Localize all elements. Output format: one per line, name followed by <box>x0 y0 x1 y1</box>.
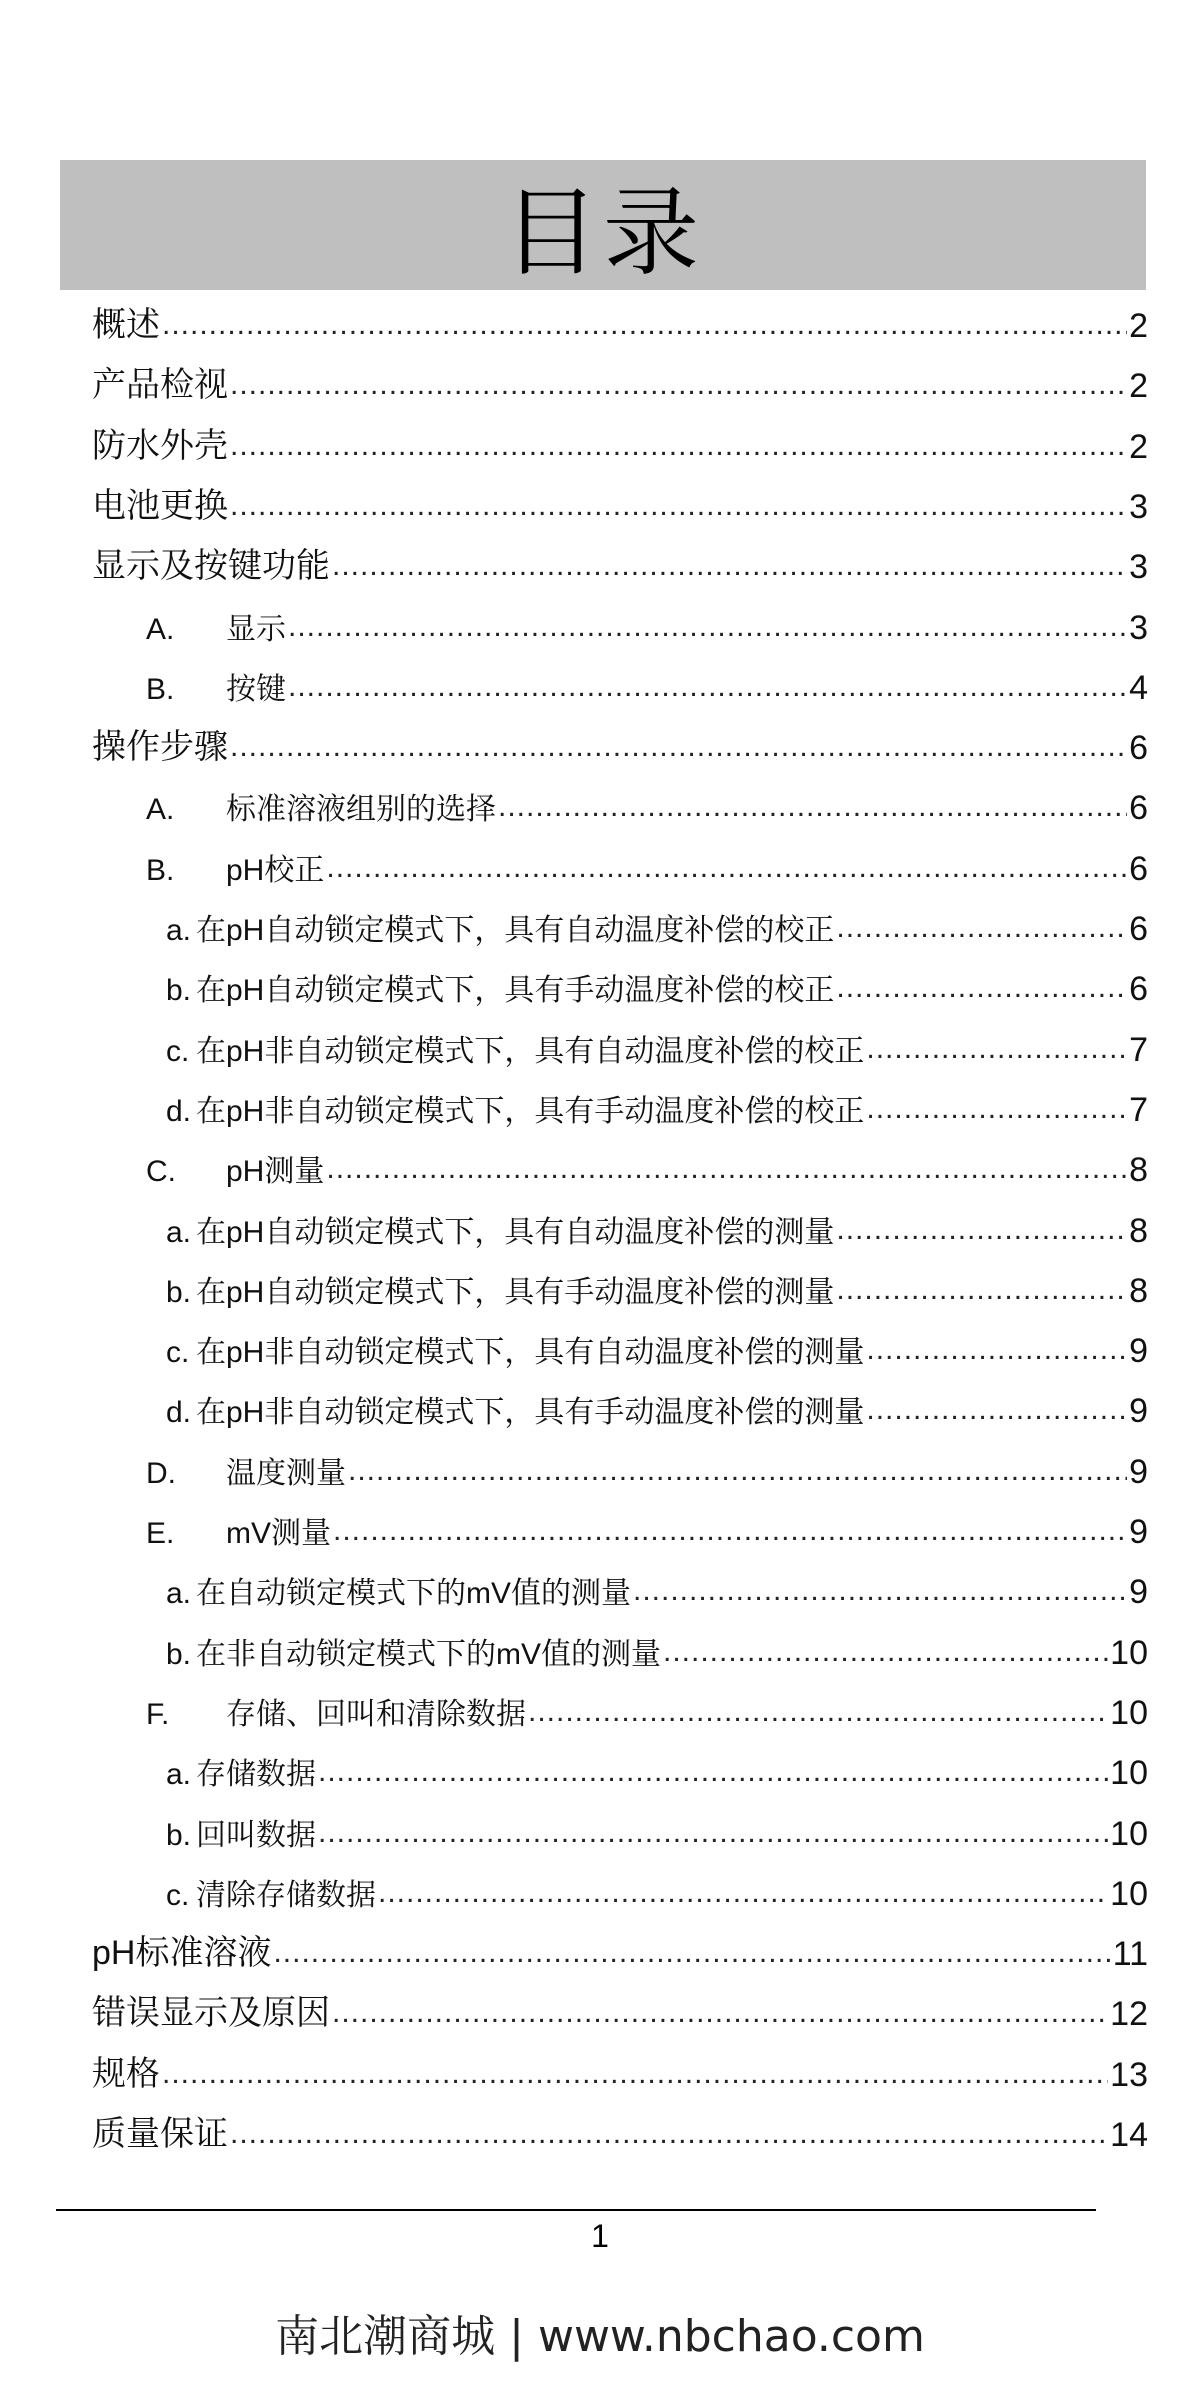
toc-entry-page: 6 <box>1129 970 1148 1009</box>
toc-entry[interactable] <box>166 1747 1148 1793</box>
toc-entry-text: 概述 <box>92 306 160 344</box>
dot-leader <box>332 551 1127 587</box>
toc-entry-page: 3 <box>1129 487 1148 526</box>
toc-entry-marker: A. <box>146 612 175 646</box>
toc-entry-marker: a. <box>166 914 192 947</box>
toc-entry[interactable] <box>146 602 1148 648</box>
toc-entry-label <box>146 1146 324 1190</box>
dot-leader <box>498 792 1127 828</box>
toc-entry-marker: d. <box>166 1094 192 1128</box>
toc-entry-text: 按键 <box>226 672 286 706</box>
toc-entry-marker: C. <box>146 1155 176 1189</box>
toc-entry-marker: b. <box>166 1818 192 1852</box>
toc-entry[interactable] <box>92 360 1148 406</box>
toc-entry-page: 8 <box>1129 1211 1148 1250</box>
toc-entry-label <box>92 719 228 768</box>
toc-entry-marker: B. <box>146 853 175 887</box>
toc-entry-label <box>92 1985 330 2034</box>
toc-entry-text: 显示 <box>226 612 286 646</box>
dot-leader <box>326 1154 1127 1190</box>
dot-leader <box>230 732 1127 768</box>
toc-entry-label <box>146 784 496 828</box>
toc-entry[interactable] <box>166 1808 1148 1854</box>
toc-entry-marker: c. <box>166 1336 190 1370</box>
toc-entry-page: 2 <box>1129 307 1148 345</box>
toc-entry[interactable] <box>92 541 1148 587</box>
page-title: 目录 <box>503 176 703 289</box>
toc-entry-page: 2 <box>1129 427 1148 466</box>
dot-leader <box>866 1335 1127 1371</box>
dot-leader <box>528 1697 1108 1733</box>
toc-entry[interactable] <box>146 1506 1148 1552</box>
toc-entry-label <box>166 1207 834 1251</box>
toc-entry-page: 9 <box>1129 1573 1148 1612</box>
toc-entry-marker: A. <box>146 793 175 827</box>
toc-entry-text: 存储、回叫和清除数据 <box>226 1697 526 1731</box>
toc-entry-label <box>92 357 228 406</box>
toc-entry-text: 在pH非自动锁定模式下，具有自动温度补偿的校正 <box>196 1034 865 1068</box>
toc-entry[interactable] <box>146 662 1148 708</box>
dot-leader <box>230 431 1127 467</box>
toc-entry-page: 14 <box>1110 2116 1148 2154</box>
toc-entry-page: 11 <box>1112 1935 1148 1974</box>
toc-entry-label <box>92 1925 271 1974</box>
toc-entry-label <box>146 1448 346 1492</box>
toc-entry-page: 9 <box>1129 1332 1148 1371</box>
dot-leader <box>663 1637 1108 1673</box>
dot-leader <box>378 1878 1108 1914</box>
dot-leader <box>162 310 1127 346</box>
toc-entry-page: 3 <box>1129 548 1148 587</box>
toc-entry-page: 10 <box>1110 1693 1148 1732</box>
site-watermark: 南北潮商城 | www.nbchao.com <box>275 2311 925 2362</box>
toc-entry-marker: F. <box>146 1697 170 1731</box>
toc-entry-label <box>166 1327 864 1371</box>
toc-entry-text: 在pH非自动锁定模式下，具有自动温度补偿的测量 <box>196 1336 865 1370</box>
toc-entry-page: 6 <box>1129 789 1148 828</box>
toc-entry[interactable] <box>146 1687 1148 1733</box>
dot-leader <box>348 1456 1127 1492</box>
dot-leader <box>162 2059 1108 2095</box>
toc-entry[interactable] <box>92 2049 1148 2095</box>
toc-entry-page: 9 <box>1129 1513 1148 1551</box>
toc-entry-label <box>146 1689 526 1733</box>
toc-entry-text: 操作步骤 <box>92 728 228 767</box>
toc-entry-marker: a. <box>166 1577 192 1611</box>
toc-entry[interactable] <box>166 1024 1148 1070</box>
toc-entry[interactable] <box>166 963 1148 1009</box>
toc-entry-text: pH测量 <box>226 1155 325 1189</box>
toc-entry-text: 在自动锁定模式下的mV值的测量 <box>196 1577 631 1611</box>
dot-leader <box>230 491 1127 527</box>
dot-leader <box>332 1998 1108 2034</box>
toc-entry-label <box>166 1387 864 1431</box>
dot-leader <box>866 1034 1127 1070</box>
dot-leader <box>333 1516 1127 1552</box>
dot-leader <box>633 1576 1127 1612</box>
toc-entry-label <box>92 2046 160 2095</box>
toc-entry-page: 8 <box>1129 1271 1148 1310</box>
toc-entry-label <box>92 538 330 587</box>
toc-entry[interactable] <box>92 1928 1148 1974</box>
toc-entry-label <box>146 1508 331 1552</box>
toc-entry-page: 6 <box>1129 910 1148 948</box>
toc-entry-text: 回叫数据 <box>196 1818 316 1852</box>
toc-entry[interactable] <box>92 300 1148 346</box>
toc-entry[interactable] <box>146 843 1148 889</box>
dot-leader <box>288 612 1127 648</box>
toc-entry-text: 质量保证 <box>92 2115 228 2153</box>
dot-leader <box>230 370 1127 406</box>
toc-entry-page: 10 <box>1110 1633 1148 1672</box>
toc-entry[interactable] <box>166 903 1148 949</box>
toc-entry-marker: b. <box>166 1275 192 1309</box>
toc-entry-marker: a. <box>166 1758 192 1792</box>
toc-entry-marker: b. <box>166 974 192 1008</box>
toc-entry[interactable] <box>166 1385 1148 1431</box>
dot-leader <box>836 973 1127 1009</box>
toc-entry-text: 标准溶液组别的选择 <box>226 793 496 827</box>
toc-entry[interactable] <box>146 1144 1148 1190</box>
toc-entry-page: 7 <box>1129 1030 1148 1069</box>
toc-entry-text: 温度测量 <box>226 1456 346 1490</box>
toc-entry-page: 7 <box>1129 1090 1148 1129</box>
dot-leader <box>273 1938 1110 1974</box>
toc-entry-text: 在pH自动锁定模式下，具有自动温度补偿的校正 <box>196 914 835 947</box>
dot-leader <box>326 853 1127 889</box>
toc-entry-page: 3 <box>1129 608 1148 647</box>
toc-entry-marker: a. <box>166 1215 192 1249</box>
dot-leader <box>866 1094 1127 1130</box>
toc-entry-text: 在pH自动锁定模式下，具有手动温度补偿的测量 <box>196 1275 835 1309</box>
toc-entry-page: 10 <box>1110 1874 1148 1913</box>
toc-entry[interactable] <box>92 481 1148 527</box>
toc-entry-text: 在pH非自动锁定模式下，具有手动温度补偿的校正 <box>196 1094 865 1128</box>
toc-entry-page: 10 <box>1110 1814 1148 1853</box>
toc-entry-text: 错误显示及原因 <box>92 1994 330 2033</box>
dot-leader <box>866 1395 1127 1431</box>
toc-entry-text: 在pH自动锁定模式下，具有自动温度补偿的测量 <box>196 1215 835 1249</box>
toc-entry-label <box>166 1870 376 1914</box>
toc-entry-text: mV测量 <box>226 1517 331 1550</box>
toc-entry-label <box>146 664 286 708</box>
toc-entry-marker: c. <box>166 1878 190 1912</box>
toc-entry[interactable] <box>166 1265 1148 1311</box>
toc-entry-text: 电池更换 <box>92 486 228 525</box>
toc-entry-page: 4 <box>1129 668 1148 707</box>
toc-entry[interactable] <box>166 1084 1148 1130</box>
dot-leader <box>318 1818 1108 1854</box>
toc-entry-label <box>166 965 834 1009</box>
toc-entry-label <box>146 845 324 889</box>
toc-entry-text: 显示及按键功能 <box>92 547 330 586</box>
footer-divider <box>56 2209 1096 2211</box>
toc-entry[interactable] <box>166 1566 1148 1612</box>
toc-entry-text: 清除存储数据 <box>196 1878 376 1912</box>
toc-entry-text: pH标准溶液 <box>92 1934 272 1973</box>
toc-entry-marker: B. <box>146 672 175 706</box>
toc-entry-marker: b. <box>166 1637 192 1671</box>
toc-entry-page: 9 <box>1129 1392 1148 1431</box>
toc-entry-marker: d. <box>166 1396 192 1430</box>
toc-entry-page: 2 <box>1129 367 1148 406</box>
toc-entry-page: 8 <box>1129 1151 1148 1190</box>
toc-entry-label <box>92 478 228 527</box>
toc-entry-page: 6 <box>1129 849 1148 888</box>
toc-entry-label <box>166 1026 864 1070</box>
toc-entry-page: 10 <box>1110 1754 1148 1793</box>
toc-entry[interactable] <box>146 1446 1148 1492</box>
toc-entry-text: 在pH非自动锁定模式下，具有手动温度补偿的测量 <box>196 1396 865 1430</box>
toc-entry[interactable] <box>166 1325 1148 1371</box>
toc-entry-label <box>92 418 228 467</box>
dot-leader <box>288 672 1127 708</box>
toc-entry-page: 13 <box>1110 2055 1148 2094</box>
toc-entry-marker: E. <box>146 1517 175 1550</box>
toc-entry-label <box>166 905 834 949</box>
toc-entry-label <box>92 297 160 346</box>
toc-entry-page: 6 <box>1129 729 1148 768</box>
toc-entry[interactable] <box>92 1988 1148 2034</box>
toc-entry[interactable] <box>92 421 1148 467</box>
toc-entry-label <box>92 2106 228 2155</box>
dot-leader <box>836 1275 1127 1311</box>
toc-title-band <box>60 160 1146 290</box>
toc-entry-text: 在非自动锁定模式下的mV值的测量 <box>196 1637 661 1671</box>
toc-entry-marker: D. <box>146 1456 176 1490</box>
toc-entry-label <box>166 1629 661 1673</box>
dot-leader <box>836 913 1127 949</box>
page-number: 1 <box>591 2218 609 2254</box>
toc-entry-page: 12 <box>1110 1995 1148 2034</box>
toc-entry-text: 存储数据 <box>196 1758 316 1792</box>
toc-entry-label <box>166 1749 316 1793</box>
toc-entry[interactable] <box>166 1868 1148 1914</box>
toc-entry[interactable] <box>166 1627 1148 1673</box>
toc-entry-text: 产品检视 <box>92 366 228 405</box>
toc-entry[interactable] <box>146 782 1148 828</box>
dot-leader <box>836 1215 1127 1251</box>
toc-entry[interactable] <box>92 722 1148 768</box>
dot-leader <box>230 2119 1108 2155</box>
dot-leader <box>318 1757 1108 1793</box>
toc-entry-text: 防水外壳 <box>92 426 228 465</box>
toc-entry-text: 在pH自动锁定模式下，具有手动温度补偿的校正 <box>196 974 835 1008</box>
toc-entry-text: 规格 <box>92 2054 160 2093</box>
toc-entry[interactable] <box>92 2109 1148 2155</box>
toc-entry-marker: c. <box>166 1034 190 1068</box>
toc-entry-page: 9 <box>1129 1452 1148 1491</box>
toc-entry-label <box>166 1568 631 1612</box>
toc-entry-label <box>166 1086 864 1130</box>
toc-entry-text: pH校正 <box>226 853 325 887</box>
toc-entry-label <box>146 604 286 648</box>
toc-entry-label <box>166 1267 834 1311</box>
toc-entry-label <box>166 1810 316 1854</box>
toc-entry[interactable] <box>166 1205 1148 1251</box>
